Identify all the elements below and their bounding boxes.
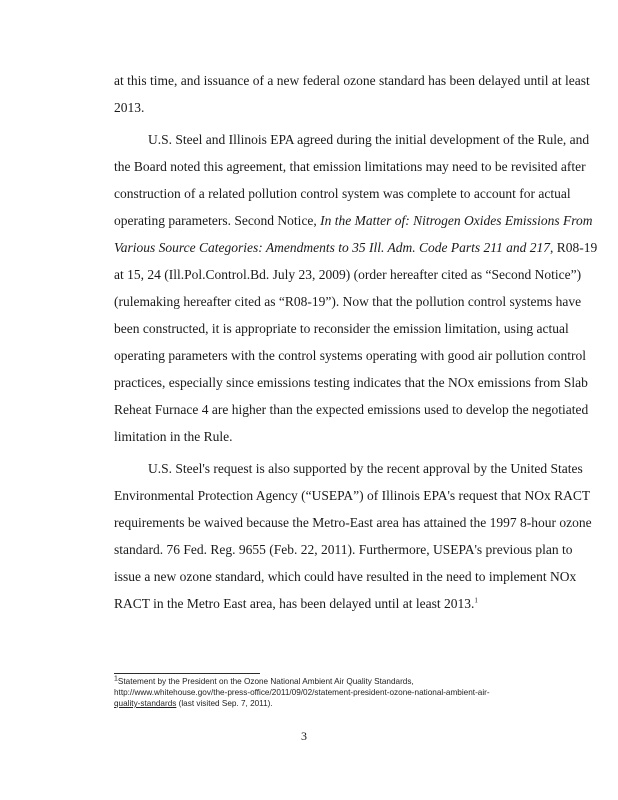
body-line-1: at this time, and issuance of a new federal ozone standard has been delayed until at least — [114, 73, 590, 88]
footnote-separator — [114, 673, 260, 674]
paragraph-2-line-7: (rulemaking hereafter cited as “R08-19”). Now that the pollution control systems have — [114, 294, 582, 309]
paragraph-2-line-1: U.S. Steel and Illinois EPA agreed during the initial development of the Rule, and — [148, 132, 590, 147]
case-title-part-1: In the Matter of: Nitrogen Oxides Emissions From — [320, 213, 593, 228]
docket-number: , R08-19 — [549, 240, 598, 255]
paragraph-3-line-4: standard. 76 Fed. Reg. 9655 (Feb. 22, 2011). Furthermore, USEPA's previous plan to — [114, 542, 573, 557]
paragraph-3-line-2: Environmental Protection Agency (“USEPA”) of Illinois EPA's request that NOx RACT — [114, 488, 591, 503]
paragraph-2-line-6: at 15, 24 (Ill.Pol.Control.Bd. July 23, 2009) (order hereafter cited as “Second Notice”) — [114, 267, 582, 282]
footnote-statement: Statement by the President on the Ozone National Ambient Air Quality Standards, — [117, 677, 414, 686]
footnote-visited-date: (last visited Sep. 7, 2011). — [176, 699, 273, 708]
case-title-part-2: Various Source Categories: Amendments to 35 Ill. Adm. Code Parts 211 and 217 — [114, 240, 550, 255]
second-notice-text: operating parameters. Second Notice, — [114, 213, 321, 228]
paragraph-2-line-8: been constructed, it is appropriate to reconsider the emission limitation, using actual — [114, 321, 569, 336]
paragraph-3-line-5: issue a new ozone standard, which could have resulted in the need to implement NOx — [114, 569, 577, 584]
paragraph-2-line-9: operating parameters with the control systems operating with good air pollution control — [114, 348, 587, 363]
paragraph-2-line-11: Reheat Furnace 4 are higher than the expected emissions used to develop the negotiated — [114, 402, 589, 417]
paragraph-3-line-1: U.S. Steel's request is also supported by the recent approval by the United States — [148, 461, 583, 476]
footnote-line-2[interactable]: http://www.whitehouse.gov/the-press-office/2011/09/02/statement-president-ozone-national-ambient-air- — [114, 688, 490, 697]
page-number: 3 — [301, 729, 307, 743]
paragraph-2-line-5 — [114, 239, 598, 257]
footnote-line-1 — [114, 676, 414, 687]
paragraph-3-line-6 — [114, 595, 554, 613]
paragraph-3-line-3: requirements be waived because the Metro-East area has attained the 1997 8-hour ozone — [114, 515, 592, 530]
paragraph-2-line-12: limitation in the Rule. — [114, 429, 233, 444]
footnote-link[interactable]: quality-standards — [114, 699, 177, 708]
final-sentence: RACT in the Metro East area, has been delayed until at least 2013. — [114, 596, 475, 611]
paragraph-2-line-2: the Board noted this agreement, that emission limitations may need to be revisited after — [114, 159, 586, 174]
paragraph-2-line-10: practices, especially since emissions testing indicates that the NOx emissions from Slab — [114, 375, 588, 390]
footnote-reference[interactable]: 1 — [474, 596, 478, 605]
footnote-marker: 1 — [114, 675, 118, 683]
footnote-line-3 — [114, 698, 273, 709]
paragraph-2-line-3: construction of a related pollution control system was complete to account for actual — [114, 186, 571, 201]
paragraph-2-line-4 — [114, 212, 593, 230]
body-line-2: 2013. — [114, 100, 145, 115]
